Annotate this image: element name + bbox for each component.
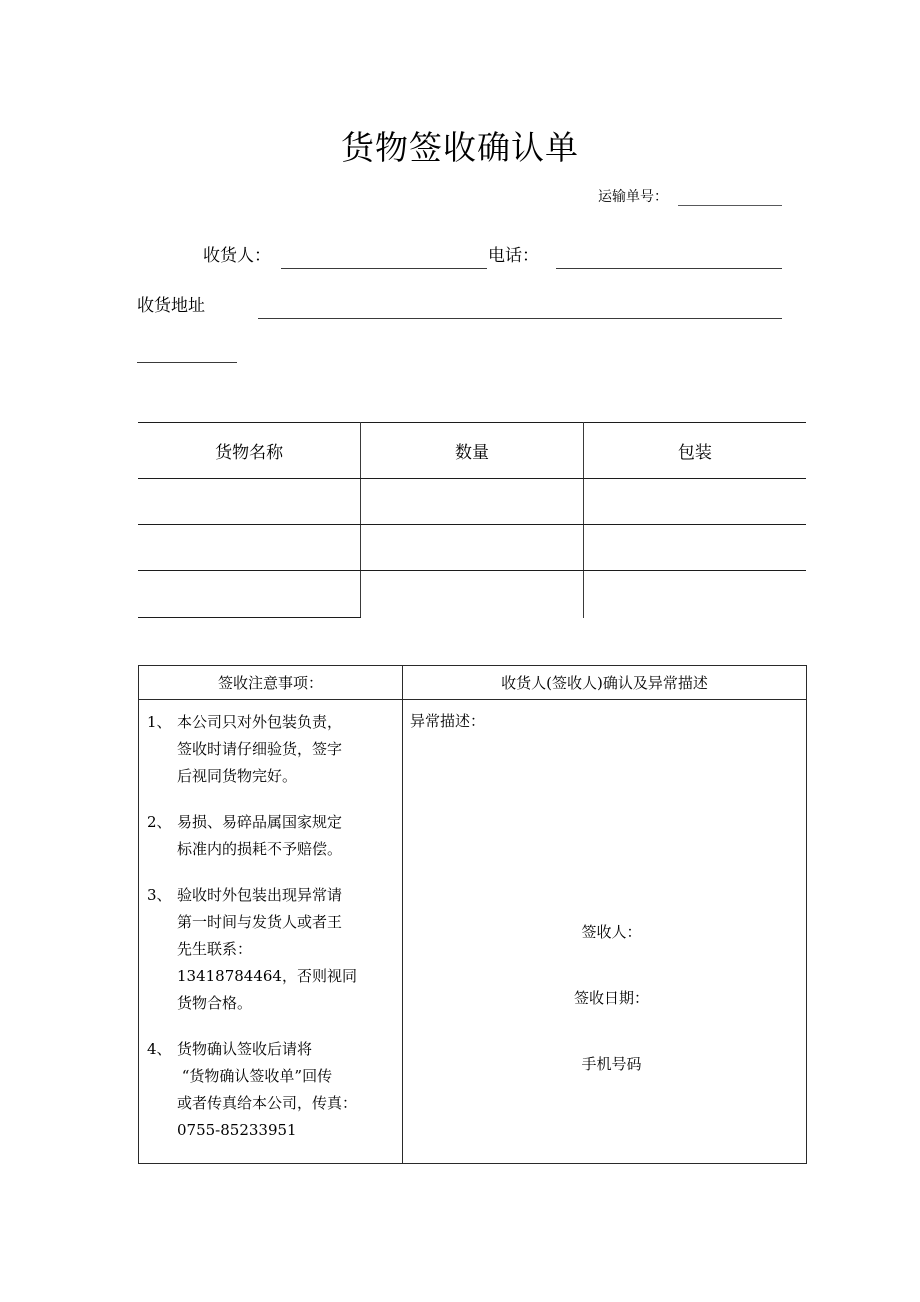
goods-cell-quantity[interactable] <box>361 571 584 618</box>
note-number: 1、 <box>147 713 172 731</box>
notes-table-header-row <box>139 666 807 700</box>
note-line: 货物确认签收后请将 <box>177 1040 313 1058</box>
notes-table-body-row <box>139 700 807 1164</box>
notes-table <box>138 665 807 1164</box>
list-item <box>147 709 396 790</box>
goods-column-header-name: 货物名称 <box>138 423 361 479</box>
note-text <box>177 809 396 863</box>
note-line: 货物合格。 <box>177 994 253 1012</box>
goods-column-header-quantity: 数量 <box>361 423 584 479</box>
signer-label: 签收人： <box>581 923 642 941</box>
note-line: 本公司只对外包装负责， <box>177 713 343 731</box>
list-item <box>147 882 396 1017</box>
confirmation-cell[interactable] <box>403 700 807 1164</box>
list-item <box>147 1036 396 1144</box>
goods-cell-name[interactable] <box>138 479 361 525</box>
precautions-list <box>139 700 402 1144</box>
note-line: 验收时外包装出现异常请 <box>177 886 343 904</box>
consignee-input[interactable] <box>281 268 487 269</box>
address-label: 收货地址 <box>137 296 205 316</box>
note-line: 标准内的损耗不予赔偿。 <box>177 840 343 858</box>
note-line: 签收时请仔细验货，签字 <box>177 740 343 758</box>
note-line: 或者传真给本公司，传真： <box>177 1094 358 1112</box>
goods-cell-quantity[interactable] <box>361 479 584 525</box>
goods-cell-name[interactable] <box>138 571 361 618</box>
note-line: 先生联系： <box>177 940 253 958</box>
goods-table <box>138 422 806 618</box>
note-number: 2、 <box>147 813 172 831</box>
note-line: 第一时间与发货人或者王 <box>177 913 343 931</box>
goods-cell-packaging[interactable] <box>583 479 806 525</box>
consignee-label: 收货人： <box>203 246 271 266</box>
waybill-number-label: 运输单号： <box>598 189 668 205</box>
phone-input[interactable] <box>556 268 782 269</box>
goods-table-row <box>138 571 806 618</box>
note-text <box>177 1036 396 1144</box>
note-number: 3、 <box>147 886 172 904</box>
mobile-number-label: 手机号码 <box>581 1055 642 1073</box>
page-title: 货物签收确认单 <box>341 128 579 168</box>
goods-cell-packaging[interactable] <box>583 571 806 618</box>
goods-cell-name[interactable] <box>138 525 361 571</box>
notes-column-header-confirmation: 收货人(签收人)确认及异常描述 <box>403 666 807 700</box>
waybill-number-input[interactable] <box>678 205 782 206</box>
note-text <box>177 709 396 790</box>
note-line: 0755-85233951 <box>177 1121 297 1139</box>
note-line: 易损、易碎品属国家规定 <box>177 813 343 831</box>
notes-column-header-precautions: 签收注意事项： <box>139 666 403 700</box>
sign-date-label: 签收日期： <box>573 989 649 1007</box>
list-item <box>147 809 396 863</box>
signature-block <box>403 920 806 1076</box>
note-line: “货物确认签收单”回传 <box>177 1067 333 1085</box>
goods-column-header-packaging: 包装 <box>583 423 806 479</box>
goods-table-row <box>138 479 806 525</box>
note-line: 后视同货物完好。 <box>177 767 298 785</box>
note-text <box>177 882 396 1017</box>
goods-table-row <box>138 525 806 571</box>
note-number: 4、 <box>147 1040 172 1058</box>
phone-label: 电话： <box>488 246 539 266</box>
goods-table-header-row <box>138 423 806 479</box>
note-line: 13418784464，否则视同 <box>177 967 357 985</box>
goods-cell-quantity[interactable] <box>361 525 584 571</box>
abnormal-description-label: 异常描述： <box>410 712 486 730</box>
address-input-line2[interactable] <box>137 362 237 363</box>
goods-cell-packaging[interactable] <box>583 525 806 571</box>
address-input[interactable] <box>258 318 782 319</box>
precautions-cell <box>139 700 403 1164</box>
